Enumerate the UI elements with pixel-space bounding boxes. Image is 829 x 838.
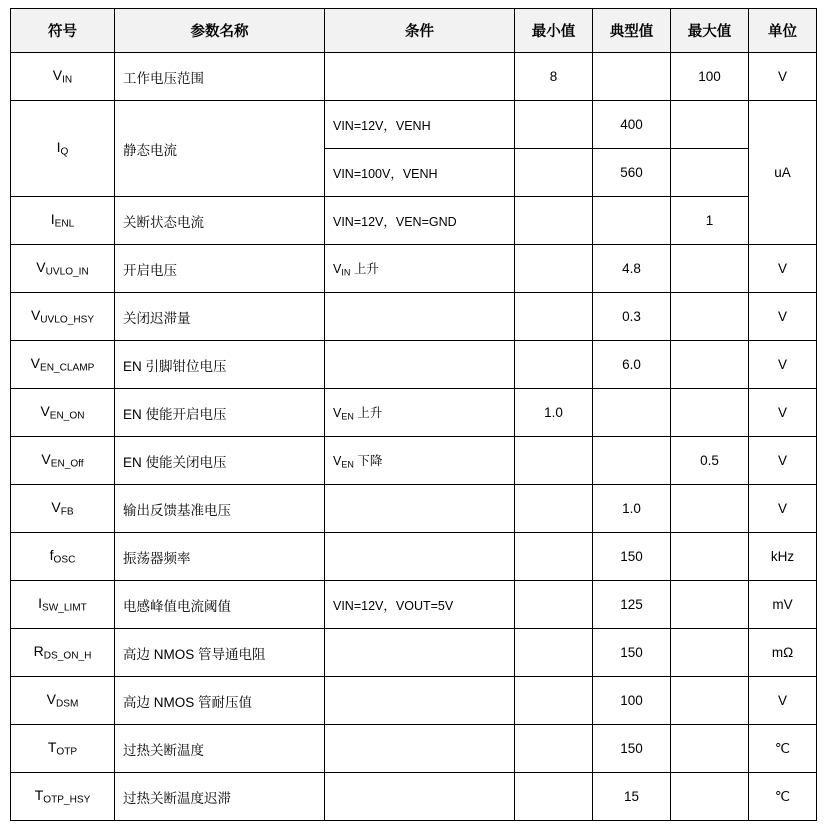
cell-typ: 0.3 (593, 293, 671, 341)
cell-max: 1 (671, 197, 749, 245)
cell-symbol: $I_{ENL}$ (11, 197, 115, 245)
cell-condition: VIN=12V，VENH (325, 101, 515, 149)
cell-max (671, 101, 749, 149)
cell-unit: V (749, 293, 817, 341)
cell-condition (325, 533, 515, 581)
cell-max (671, 485, 749, 533)
cell-min (515, 533, 593, 581)
cell-condition (325, 773, 515, 821)
cell-max (671, 293, 749, 341)
cell-typ: 150 (593, 629, 671, 677)
column-header-min: 最小值 (515, 9, 593, 53)
cell-symbol: $V_{UVLO\_HSY}$ (11, 293, 115, 341)
cell-max (671, 389, 749, 437)
cell-unit: V (749, 485, 817, 533)
cell-symbol: $V_{EN\_ON}$ (11, 389, 115, 437)
cell-symbol: $T_{OTP}$ (11, 725, 115, 773)
cell-condition (325, 629, 515, 677)
cell-typ: 4.8 (593, 245, 671, 293)
cell-symbol: $T_{OTP\_HSY}$ (11, 773, 115, 821)
cell-typ: 1.0 (593, 485, 671, 533)
column-header-unit: 单位 (749, 9, 817, 53)
cell-typ: 560 (593, 149, 671, 197)
cell-min (515, 725, 593, 773)
column-header-max: 最大值 (671, 9, 749, 53)
cell-parameter: EN 使能开启电压 (115, 389, 325, 437)
table-row (11, 53, 817, 101)
cell-unit: mΩ (749, 629, 817, 677)
cell-min: 1.0 (515, 389, 593, 437)
cell-unit: V (749, 245, 817, 293)
cell-parameter: 输出反馈基准电压 (115, 485, 325, 533)
cell-min (515, 101, 593, 149)
cell-condition (325, 293, 515, 341)
table-row (11, 293, 817, 341)
cell-unit: V (749, 677, 817, 725)
cell-min (515, 341, 593, 389)
cell-unit: ℃ (749, 725, 817, 773)
cell-condition (325, 53, 515, 101)
cell-min (515, 245, 593, 293)
cell-condition (325, 677, 515, 725)
cell-parameter: 关断状态电流 (115, 197, 325, 245)
cell-max (671, 581, 749, 629)
cell-min (515, 629, 593, 677)
cell-max (671, 677, 749, 725)
cell-unit: V (749, 389, 817, 437)
cell-typ: 100 (593, 677, 671, 725)
cell-parameter: EN 引脚钳位电压 (115, 341, 325, 389)
table-row (11, 101, 817, 149)
cell-typ: 15 (593, 773, 671, 821)
electrical-characteristics-table (10, 8, 817, 821)
cell-symbol: $V_{EN\_CLAMP}$ (11, 341, 115, 389)
cell-max (671, 533, 749, 581)
cell-condition (325, 341, 515, 389)
cell-parameter: 过热关断温度迟滞 (115, 773, 325, 821)
cell-typ (593, 53, 671, 101)
cell-symbol: $V_{FB}$ (11, 485, 115, 533)
cell-max (671, 725, 749, 773)
cell-min (515, 437, 593, 485)
cell-parameter: 高边 NMOS 管耐压值 (115, 677, 325, 725)
cell-symbol: $R_{DS\_ON\_H}$ (11, 629, 115, 677)
column-header-parameter: 参数名称 (115, 9, 325, 53)
table-row (11, 245, 817, 293)
table-row (11, 437, 817, 485)
cell-condition: $V_{EN}$ 上升 (325, 389, 515, 437)
table-header-row (11, 9, 817, 53)
cell-min (515, 197, 593, 245)
cell-symbol: $V_{EN\_Off}$ (11, 437, 115, 485)
cell-symbol: $V_{DSM}$ (11, 677, 115, 725)
cell-condition: $V_{IN}$ 上升 (325, 245, 515, 293)
cell-max: 100 (671, 53, 749, 101)
cell-parameter: EN 使能关闭电压 (115, 437, 325, 485)
cell-min (515, 581, 593, 629)
cell-min (515, 773, 593, 821)
cell-min (515, 485, 593, 533)
cell-max (671, 773, 749, 821)
cell-condition (325, 485, 515, 533)
column-header-symbol: 符号 (11, 9, 115, 53)
table-row (11, 581, 817, 629)
cell-unit: uA (749, 101, 817, 245)
table-row (11, 485, 817, 533)
cell-typ: 400 (593, 101, 671, 149)
table-row (11, 341, 817, 389)
cell-typ: 6.0 (593, 341, 671, 389)
cell-typ (593, 197, 671, 245)
cell-min (515, 293, 593, 341)
column-header-condition: 条件 (325, 9, 515, 53)
cell-typ (593, 437, 671, 485)
table-row (11, 197, 817, 245)
table-row (11, 629, 817, 677)
cell-max (671, 149, 749, 197)
cell-parameter: 工作电压范围 (115, 53, 325, 101)
cell-max (671, 341, 749, 389)
table-row (11, 773, 817, 821)
cell-parameter: 过热关断温度 (115, 725, 325, 773)
cell-condition (325, 725, 515, 773)
cell-symbol: $I_Q$ (11, 101, 115, 197)
cell-typ: 150 (593, 725, 671, 773)
cell-unit: V (749, 437, 817, 485)
cell-parameter: 关闭迟滞量 (115, 293, 325, 341)
cell-typ: 150 (593, 533, 671, 581)
cell-max (671, 629, 749, 677)
cell-unit: V (749, 53, 817, 101)
cell-condition: VIN=12V，VOUT=5V (325, 581, 515, 629)
cell-symbol: $I_{SW\_LIMT}$ (11, 581, 115, 629)
table-row (11, 677, 817, 725)
cell-parameter: 振荡器频率 (115, 533, 325, 581)
page-top-clipped-text (10, 0, 816, 7)
cell-symbol: $f_{OSC}$ (11, 533, 115, 581)
cell-symbol: $V_{UVLO\_IN}$ (11, 245, 115, 293)
cell-min (515, 677, 593, 725)
cell-parameter: 静态电流 (115, 101, 325, 197)
cell-parameter: 开启电压 (115, 245, 325, 293)
cell-min (515, 149, 593, 197)
cell-typ: 125 (593, 581, 671, 629)
cell-unit: mV (749, 581, 817, 629)
cell-unit: kHz (749, 533, 817, 581)
cell-typ (593, 389, 671, 437)
column-header-typ: 典型值 (593, 9, 671, 53)
cell-condition: $V_{EN}$ 下降 (325, 437, 515, 485)
cell-symbol: $V_{IN}$ (11, 53, 115, 101)
cell-parameter: 电感峰值电流阈值 (115, 581, 325, 629)
cell-condition: VIN=12V，VEN=GND (325, 197, 515, 245)
cell-condition: VIN=100V，VENH (325, 149, 515, 197)
table-row (11, 533, 817, 581)
cell-min: 8 (515, 53, 593, 101)
table-row (11, 725, 817, 773)
table-row (11, 389, 817, 437)
cell-max: 0.5 (671, 437, 749, 485)
cell-unit: V (749, 341, 817, 389)
cell-unit: ℃ (749, 773, 817, 821)
cell-parameter: 高边 NMOS 管导通电阻 (115, 629, 325, 677)
cell-max (671, 245, 749, 293)
